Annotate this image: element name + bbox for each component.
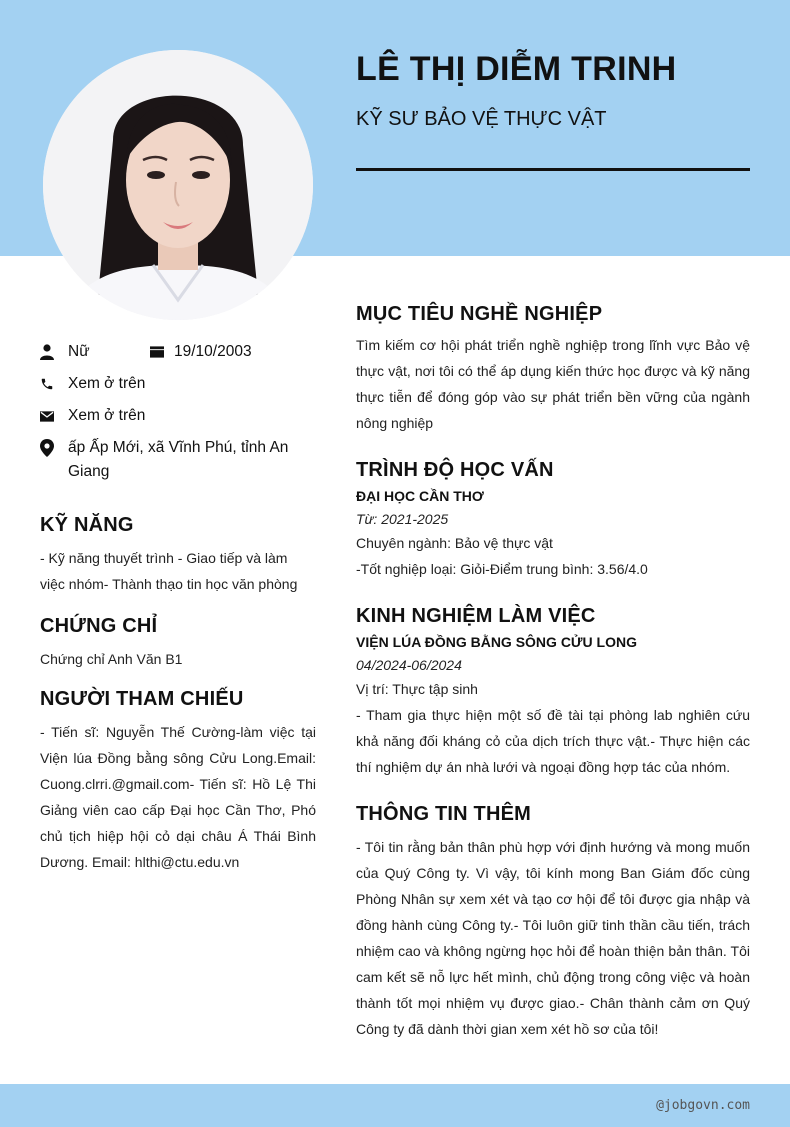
phone-value: Xem ở trên [68, 375, 146, 392]
objective-heading: MỤC TIÊU NGHỀ NGHIỆP [356, 303, 603, 325]
education-grade: -Tốt nghiệp loại: Giỏi-Điểm trung bình: 3.56/4.0 [356, 561, 648, 577]
additional-text: - Tôi tin rằng bản thân phù hợp với định hướng và mong muốn của Quý Công ty. Vì vậy, tôi kính mong Ban Giám đốc cùng Phòng Nhân sự xem xét và tạo cơ hội để tôi được gia nhập và đồng hành cùng Công ty.- Tôi luôn giữ tinh thần cầu tiến, trách nhiệm cao và không ngừng học hỏi để hoàn thiện bản thân. Tôi cam kết sẽ nỗ lực hết mình, chủ động trong công việc và hoàn thành tốt mọi nhiệm vụ được giao.- Chân thành cảm ơn Quý Công ty đã dành thời gian xem xét hồ sơ của tôi! [356, 839, 750, 1037]
person-icon [40, 340, 54, 364]
mail-icon [40, 404, 54, 428]
experience-description: - Tham gia thực hiện một số đề tài tại phòng lab nghiên cứu khả năng đối kháng cỏ của dịch trích thực vật.- Thực hiện các thí nghiệm dự án nhà lưới và ngoại đồng hợp tác của nhóm. [356, 707, 750, 775]
job-title: KỸ SƯ BẢO VỆ THỰC VẬT [356, 108, 607, 130]
right-column [356, 300, 750, 1042]
phone-row [40, 372, 316, 396]
address-row [40, 436, 316, 484]
education-heading: TRÌNH ĐỘ HỌC VẤN [356, 459, 554, 481]
references-text: - Tiến sĩ: Nguyễn Thế Cường-làm việc tại Viện lúa Đồng bằng sông Cửu Long.Email: Cuong.clrri.@gmail.com- Tiến sĩ: Hồ Lệ Thi Giảng viên cao cấp Đại học Cần Thơ, Phó chủ tịch hiệp hội cỏ dại châu Á Thái Bình Dương. Email: hlthi@ctu.edu.vn [40, 724, 316, 870]
education-major: Chuyên ngành: Bảo vệ thực vật [356, 535, 553, 551]
skills-text: - Kỹ năng thuyết trình - Giao tiếp và làm việc nhóm- Thành thạo tin học văn phòng [40, 550, 298, 592]
education-school: ĐẠI HỌC CẦN THƠ [356, 488, 484, 504]
experience-period: 04/2024-06/2024 [356, 657, 462, 673]
calendar-icon [150, 340, 164, 364]
profile-photo [43, 50, 313, 320]
experience-position: Vị trí: Thực tập sinh [356, 681, 478, 697]
phone-icon [40, 372, 54, 396]
email-row [40, 404, 316, 428]
experience-company: VIỆN LÚA ĐỒNG BẰNG SÔNG CỬU LONG [356, 634, 637, 650]
experience-heading: KINH NGHIỆM LÀM VIỆC [356, 605, 596, 627]
address-value: ấp Ấp Mới, xã Vĩnh Phú, tỉnh An Giang [68, 439, 289, 480]
certificates-text: Chứng chỉ Anh Văn B1 [40, 651, 183, 667]
location-pin-icon [40, 436, 54, 460]
dob-value: 19/10/2003 [174, 343, 252, 360]
candidate-name: LÊ THỊ DIỄM TRINH [356, 50, 677, 88]
email-value: Xem ở trên [68, 407, 146, 424]
certificates-heading: CHỨNG CHỈ [40, 615, 158, 637]
portrait-image [43, 50, 313, 320]
header-divider [356, 168, 750, 171]
watermark-text: @jobgovn.com [656, 1098, 750, 1113]
additional-heading: THÔNG TIN THÊM [356, 803, 532, 825]
objective-text: Tìm kiếm cơ hội phát triển nghề nghiệp trong lĩnh vực Bảo vệ thực vật, nơi tôi có thể áp dụng kiến thức học được và kỹ năng thực tiễn để đóng góp vào sự phát triển bền vững của ngành nông nghiệp [356, 337, 750, 431]
left-column [40, 340, 316, 875]
references-heading: NGƯỜI THAM CHIẾU [40, 688, 244, 710]
gender-dob-row [40, 340, 316, 364]
gender-value: Nữ [68, 343, 90, 360]
skills-heading: KỸ NĂNG [40, 514, 134, 536]
education-period: Từ: 2021-2025 [356, 511, 449, 527]
